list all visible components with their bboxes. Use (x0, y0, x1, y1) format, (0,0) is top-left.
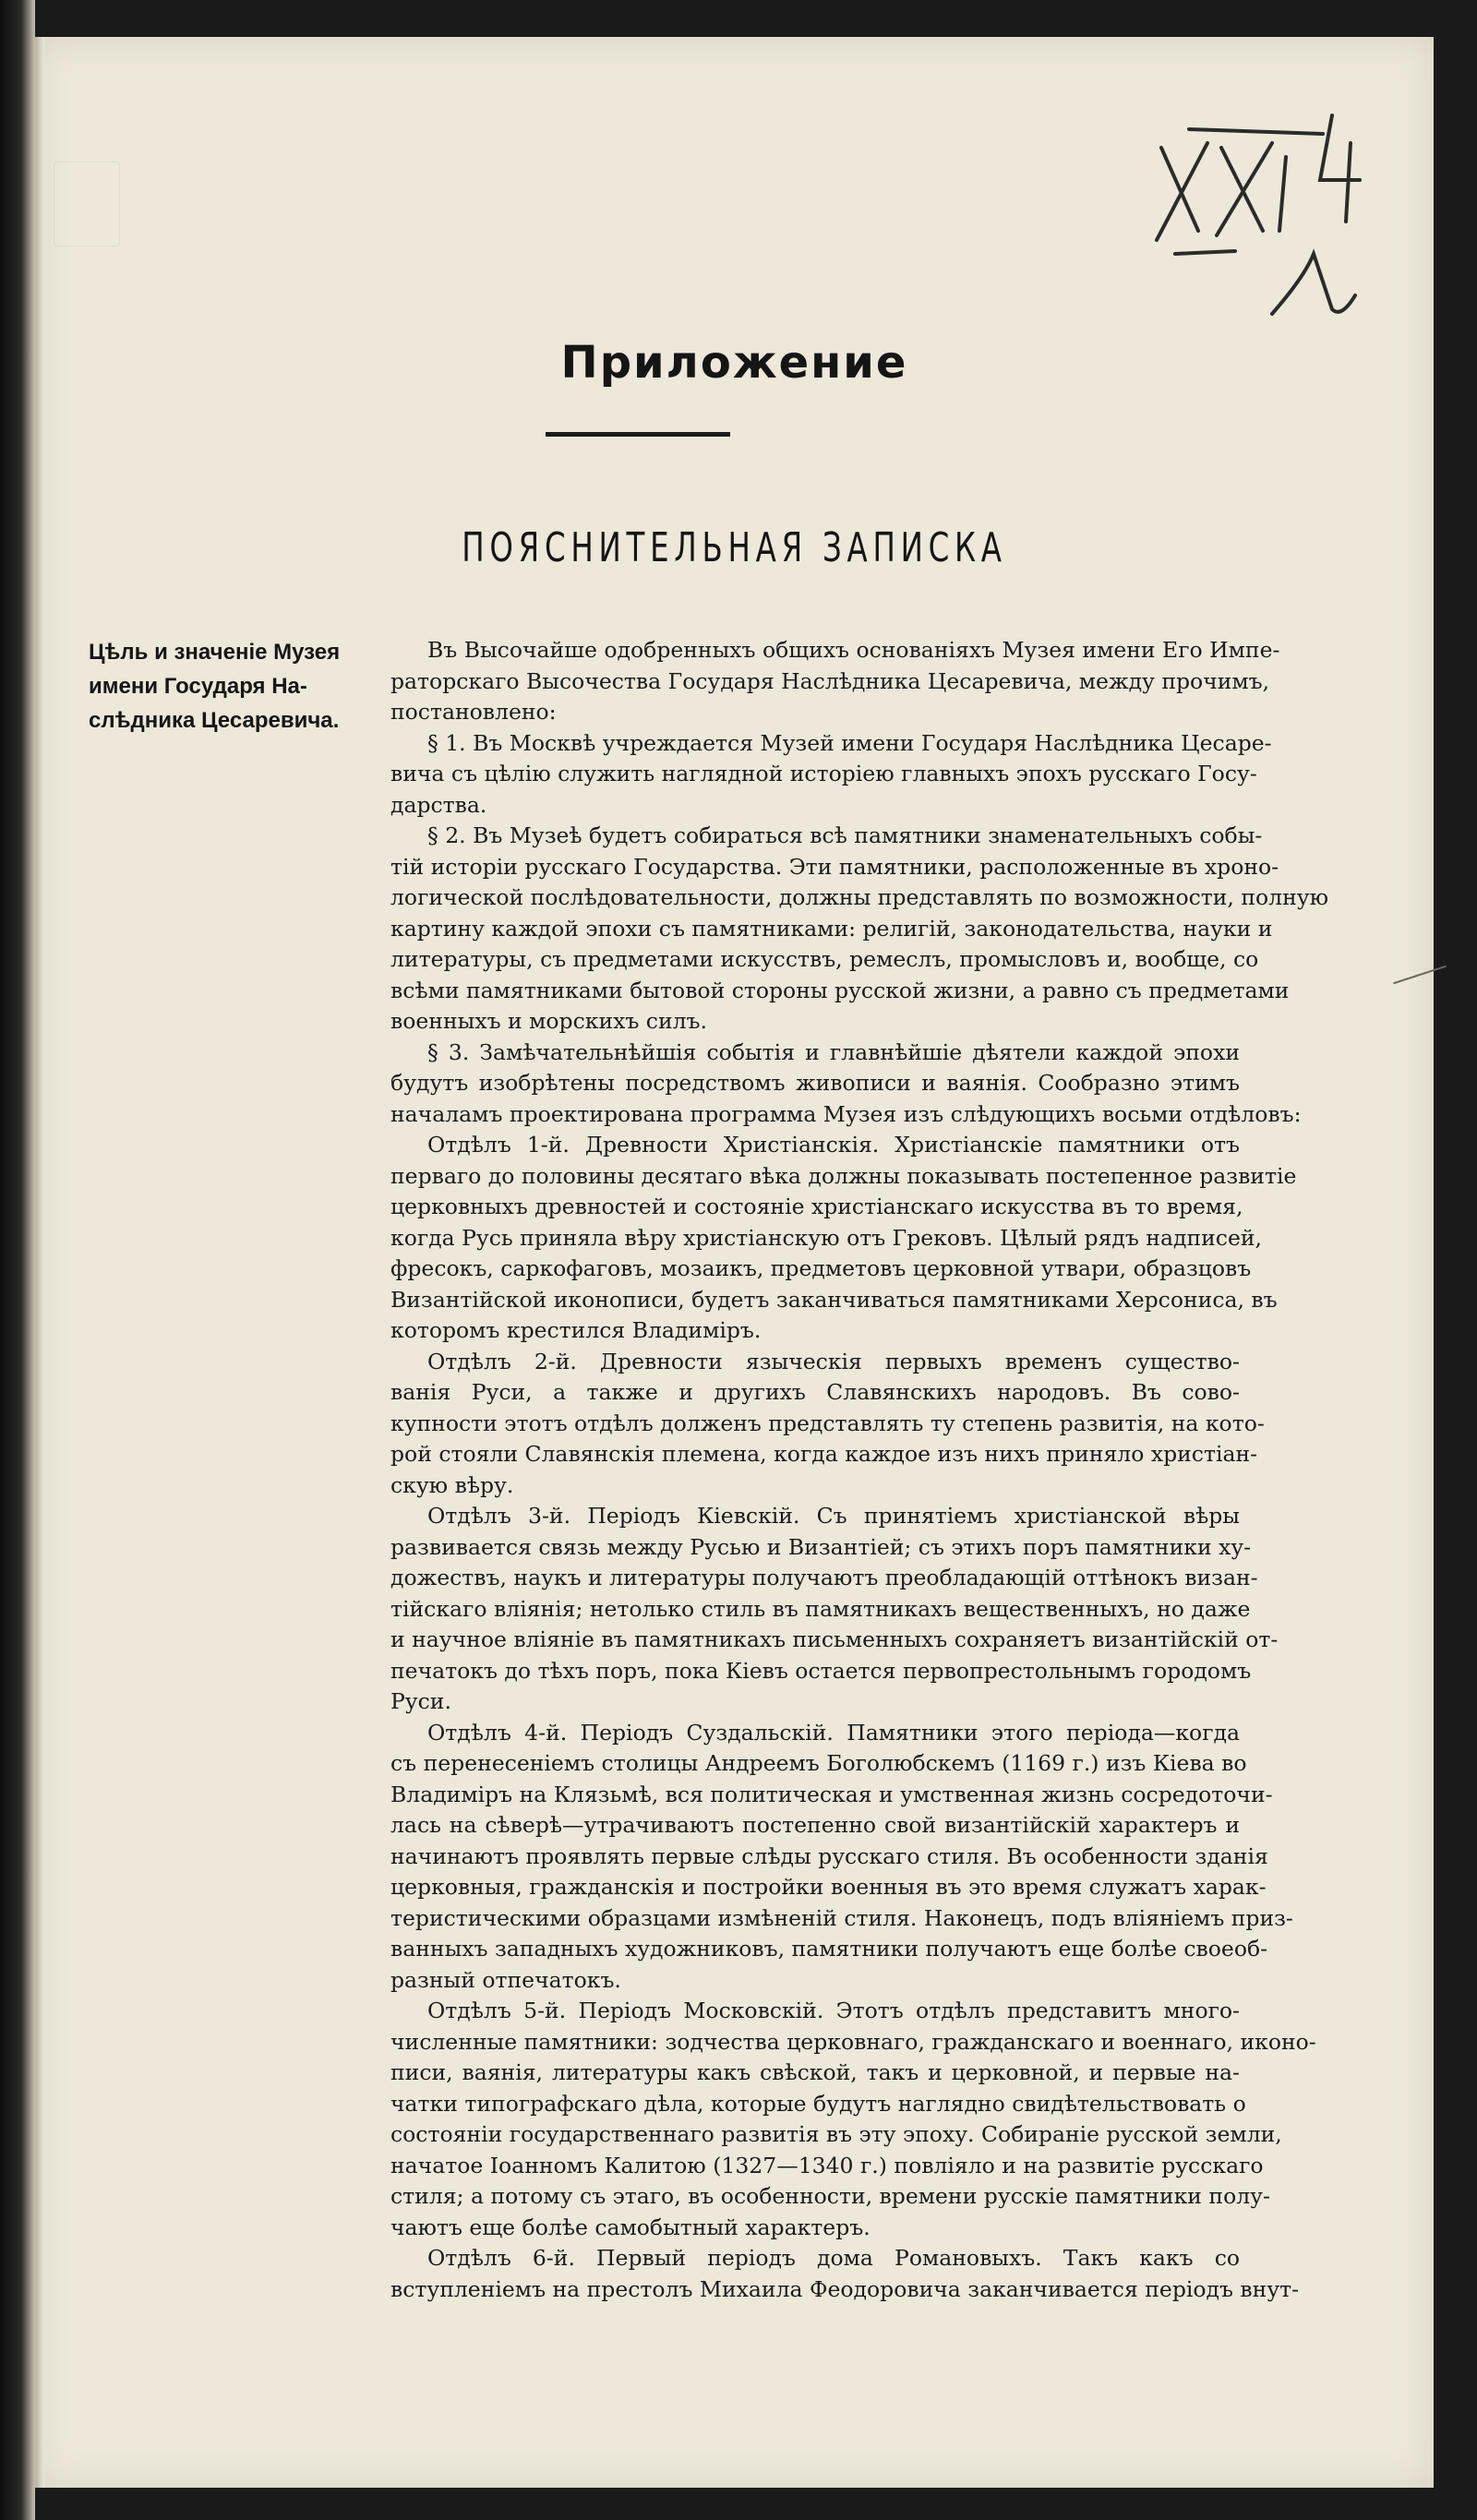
text-line: Отдѣлъ 4-й. Періодъ Суздальскій. Памятники этого періода—когда (427, 1719, 1240, 1746)
text-line: § 1. Въ Москвѣ учреждается Музей имени Государя Наслѣдника Цесаре- (427, 729, 1272, 756)
text-line: литературы, съ предметами искусствъ, ремеслъ, промысловъ и, вообще, со (390, 946, 1259, 972)
document-title: Приложение (560, 337, 908, 389)
text-line: раторскаго Высочества Государя Наслѣдника Цесаревича, между прочимъ, (390, 667, 1270, 694)
text-line: военныхъ и морскихъ силъ. (390, 1008, 707, 1034)
sidenote-line: слѣдника Цесаревича. (89, 708, 340, 733)
text-line: логической послѣдовательности, должны представлять по возможности, полную (390, 884, 1329, 910)
document-page (35, 37, 1434, 2488)
text-line: чатки типографскаго дѣла, которые будутъ наглядно свидѣтельствовать о (390, 2090, 1246, 2117)
text-line: церковныхъ древностей и состояніе христіанскаго искусства въ то время, (390, 1194, 1243, 1219)
text-line: Руси. (390, 1688, 451, 1714)
text-line: Отдѣлъ 5-й. Періодъ Московскій. Этотъ отдѣлъ представитъ много- (427, 1998, 1240, 2023)
text-line: будутъ изобрѣтены посредствомъ живописи и ваянія. Сообразно этимъ (390, 1070, 1240, 1096)
text-line: купности этотъ отдѣлъ долженъ представлять ту степень развитія, на кото- (390, 1410, 1265, 1436)
text-line: тій исторіи русскаго Государства. Эти памятники, расположенные въ хроно- (390, 853, 1279, 880)
text-line: картину каждой эпохи съ памятниками: религій, законодательства, науки и (390, 915, 1273, 942)
text-line: Въ Высочайше одобренныхъ общихъ основаніяхъ Музея имени Его Импе- (427, 637, 1280, 663)
text-line: всѣми памятниками бытовой стороны русской жизни, а равно съ предметами (390, 977, 1290, 1003)
body-text (390, 635, 1329, 2305)
text-line: лась на сѣверѣ—утрачиваютъ постепенно свой византійскій характеръ и (390, 1812, 1240, 1838)
text-line: разный отпечатокъ. (390, 1966, 621, 1993)
text-line: фресокъ, саркофаговъ, мозаикъ, предметовъ церковной утвари, образцовъ (390, 1255, 1252, 1281)
text-line: § 2. Въ Музеѣ будетъ собираться всѣ памятники знаменательныхъ собы- (427, 822, 1263, 848)
text-line: которомъ крестился Владиміръ. (390, 1317, 762, 1343)
document-subtitle: ПОЯСНИТЕЛЬНАЯ ЗАПИСКА (462, 524, 1007, 571)
text-line: начатое Іоанномъ Калитою (1327—1340 г.) повліяло и на развитіе русскаго (390, 2152, 1264, 2178)
text-line: тійскаго вліянія; нетолько стиль въ памятникахъ вещественныхъ, но даже (390, 1595, 1251, 1622)
faint-stamp (54, 162, 120, 246)
text-line: Византійской иконописи, будетъ заканчиваться памятниками Херсониса, въ (390, 1286, 1278, 1313)
text-line: Отдѣлъ 2-й. Древности языческія первыхъ временъ существо- (427, 1348, 1240, 1374)
text-line: вступленіемъ на престолъ Михаила Феодоровича заканчивается періодъ внут- (390, 2275, 1300, 2302)
text-line: писи, ваянія, литературы какъ свѣской, такъ и церковной, и первые на- (390, 2059, 1240, 2085)
text-line: вича съ цѣлію служить наглядной исторіею главныхъ эпохъ русскаго Госу- (390, 761, 1257, 786)
text-line: перваго до половины десятаго вѣка должны показывать постепенное развитіе (390, 1162, 1297, 1189)
text-line: ванныхъ западныхъ художниковъ, памятники получаютъ еще болѣе своеоб- (390, 1936, 1268, 1962)
text-line: развивается связь между Русью и Византіей; съ этихъ поръ памятники ху- (390, 1533, 1252, 1560)
text-line: когда Русь приняла вѣру христіанскую отъ Грековъ. Цѣлый рядъ надписей, (390, 1224, 1262, 1251)
text-line: и научное вліяніе въ памятникахъ письменныхъ сохраняетъ византійскій от- (390, 1626, 1279, 1652)
text-line: съ перенесеніемъ столицы Андреемъ Боголюбскемъ (1169 г.) изъ Кіева во (390, 1750, 1247, 1776)
text-line: дарства. (390, 791, 487, 818)
text-line: начинаютъ проявлять первые слѣды русскаго стиля. Въ особенности зданія (390, 1842, 1268, 1869)
text-line: церковныя, гражданскія и постройки военныя въ это время служатъ харак- (390, 1874, 1267, 1900)
handwritten-shelf-mark (1124, 92, 1401, 323)
text-line: Владиміръ на Клязьмѣ, вся политическая и умственная жизнь сосредоточи- (390, 1781, 1273, 1807)
text-line: § 3. Замѣчательнѣйшія событія и главнѣйшіе дѣятели каждой эпохи (427, 1038, 1240, 1065)
scanner-edge (0, 0, 35, 2520)
title-rule (546, 432, 730, 437)
page-spine-shadow (35, 37, 44, 2488)
text-line: численные памятники: зодчества церковнаго, гражданскаго и военнаго, иконо- (390, 2028, 1316, 2055)
text-line: стиля; а потому съ этаго, въ особенности, времени русскіе памятники полу- (390, 2183, 1270, 2209)
sidenote-line: Цѣль и значеніе Музея (89, 640, 341, 665)
text-line: Отдѣлъ 3-й. Періодъ Кіевскій. Съ принятіемъ христіанской вѣры (427, 1503, 1240, 1529)
text-line: постановлено: (390, 699, 557, 725)
text-line: рой стояли Славянскія племена, когда каждое изъ нихъ приняло христіан- (390, 1441, 1258, 1467)
text-line: печатокъ до тѣхъ поръ, пока Кіевъ остается первопрестольнымъ городомъ (390, 1657, 1252, 1684)
text-line: Отдѣлъ 1-й. Древности Христіанскія. Христіанскіе памятники отъ (427, 1132, 1240, 1158)
sidenote-line: имени Государя На- (89, 674, 307, 699)
pencil-stroke (1393, 966, 1447, 984)
text-line: чаютъ еще болѣе самобытный характеръ. (390, 2214, 871, 2240)
text-line: дожествъ, наукъ и литературы получаютъ преобладающій оттѣнокъ визан- (390, 1565, 1258, 1590)
text-line: скую вѣру. (390, 1471, 514, 1498)
text-line: теристическими образцами измѣненій стиля. Наконецъ, подъ вліяніемъ приз- (390, 1904, 1293, 1931)
margin-sidenote (89, 635, 366, 738)
text-line: ванія Руси, а также и другихъ Славянскихъ народовъ. Въ сово- (390, 1379, 1240, 1405)
text-line: Отдѣлъ 6-й. Первый періодъ дома Романовыхъ. Такъ какъ со (427, 2245, 1240, 2271)
text-line: состояніи государственнаго развитія въ эту эпоху. Собираніе русской земли, (390, 2121, 1282, 2147)
text-line: началамъ проектирована программа Музея изъ слѣдующихъ восьми отдѣловъ: (390, 1100, 1302, 1127)
